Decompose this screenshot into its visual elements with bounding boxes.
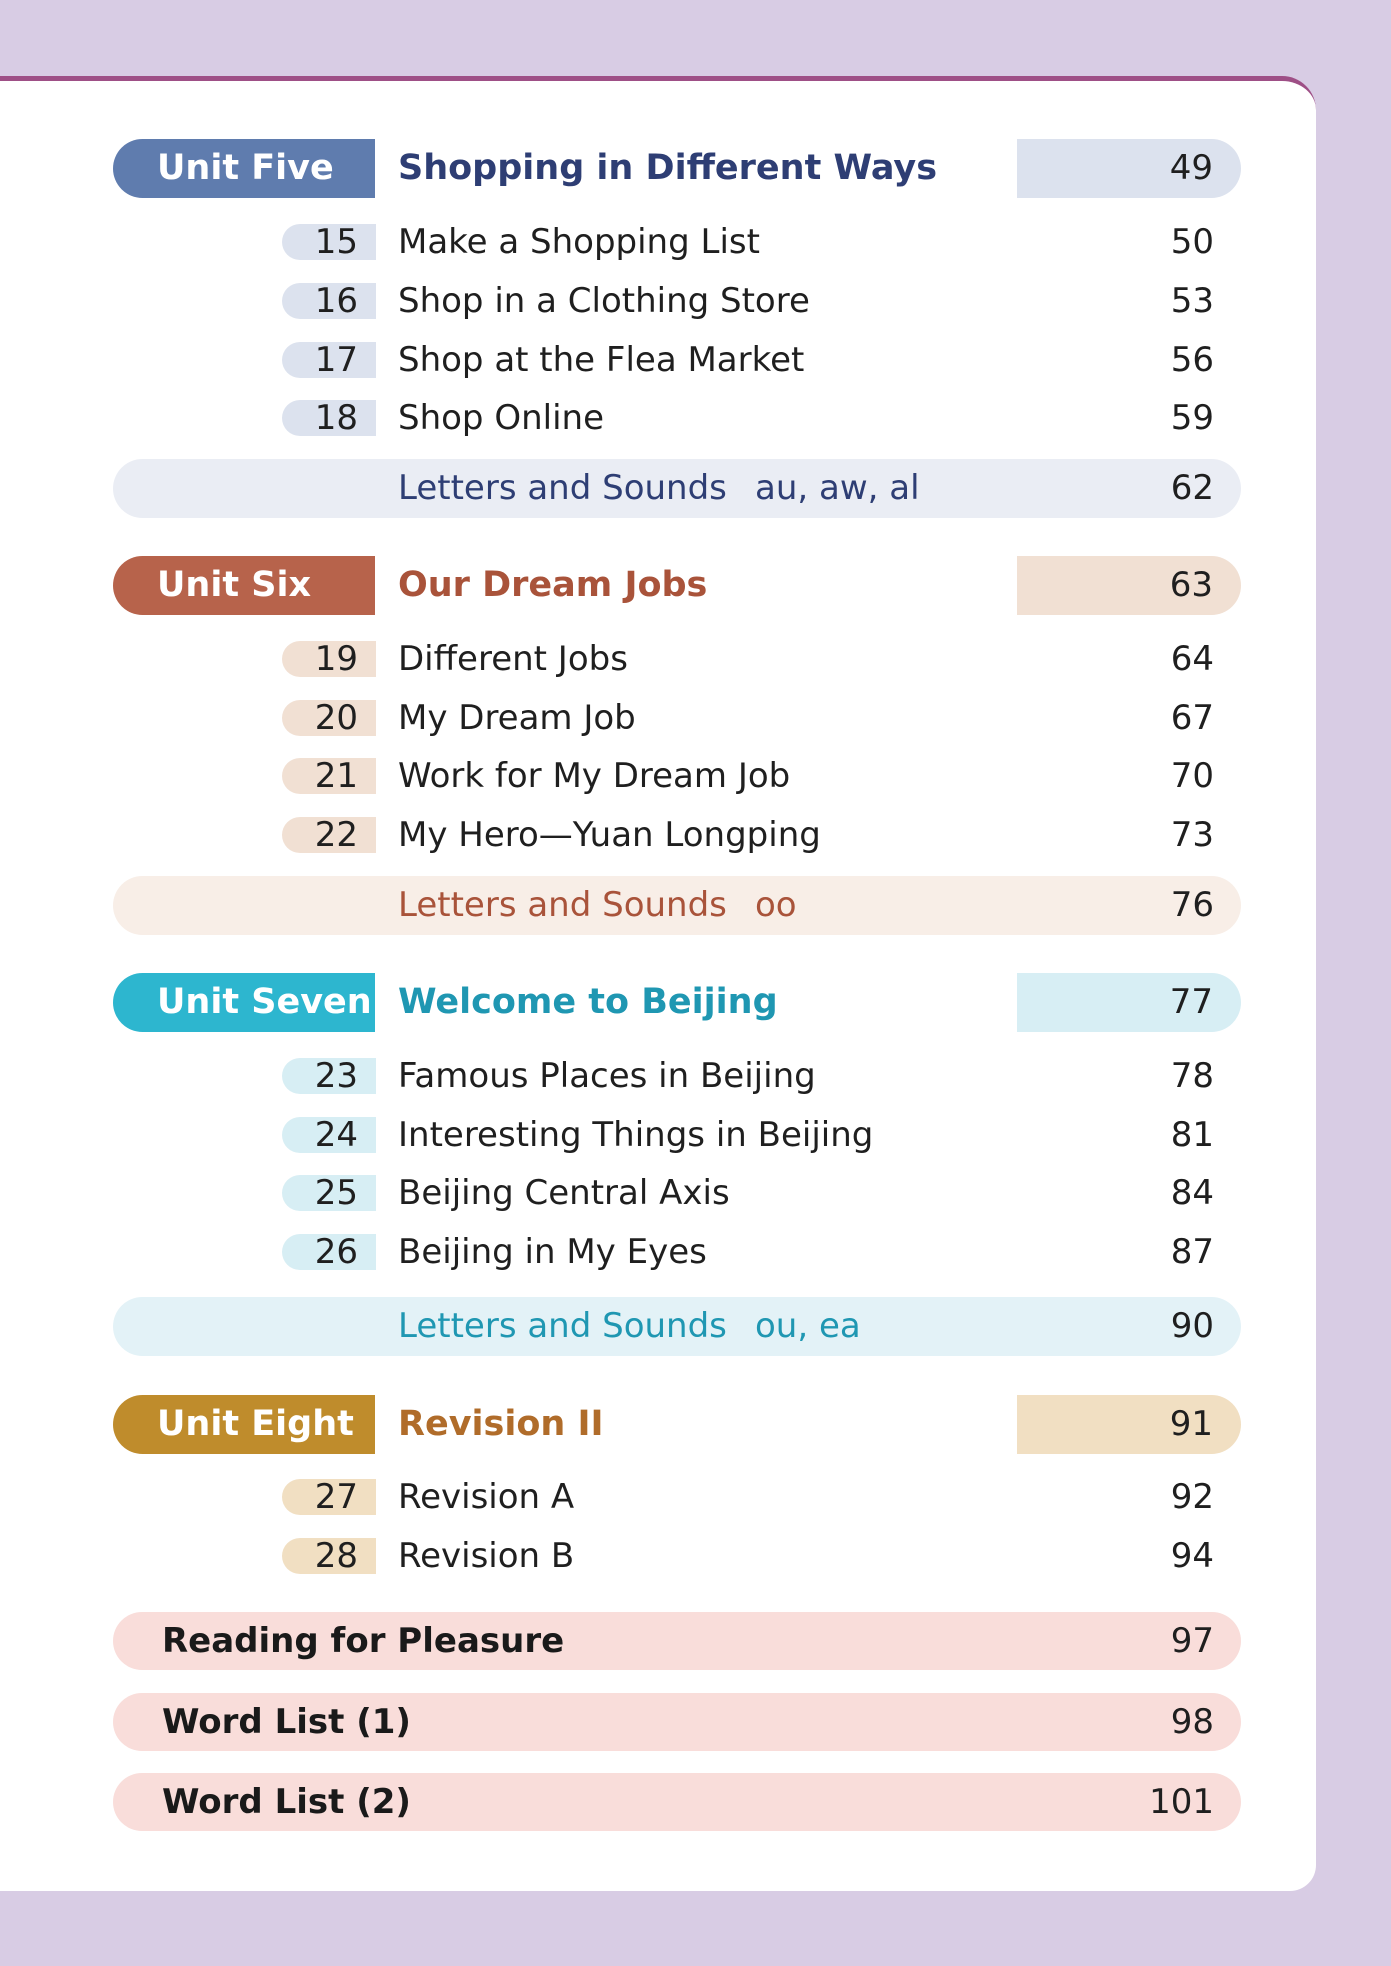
lesson-title: Beijing Central Axis <box>398 1173 730 1213</box>
lesson-title: Different Jobs <box>398 639 628 679</box>
lesson-number: 18 <box>282 400 376 436</box>
lesson-title: Shop in a Clothing Store <box>398 281 810 321</box>
lesson-page: 53 <box>1170 281 1214 321</box>
lesson-page: 94 <box>1170 1536 1214 1576</box>
unit-title: Welcome to Beijing <box>398 982 778 1022</box>
lesson-page: 81 <box>1170 1115 1214 1155</box>
lesson-number: 24 <box>282 1117 376 1153</box>
lesson-title: Shop at the Flea Market <box>398 340 805 380</box>
lesson-page: 87 <box>1170 1232 1214 1272</box>
lesson-number: 28 <box>282 1538 376 1574</box>
letters-sounds-sounds: oo <box>755 885 797 925</box>
lesson-title: Shop Online <box>398 398 604 438</box>
lesson-title: Interesting Things in Beijing <box>398 1115 874 1155</box>
lesson-page: 56 <box>1170 340 1214 380</box>
unit-label: Unit Eight <box>113 1395 375 1454</box>
letters-sounds-page: 62 <box>1170 468 1214 508</box>
unit-label: Unit Five <box>113 139 375 198</box>
lesson-page: 73 <box>1170 815 1214 855</box>
lesson-title: My Hero—Yuan Longping <box>398 815 821 855</box>
lesson-number: 17 <box>282 342 376 378</box>
lesson-page: 67 <box>1170 698 1214 738</box>
lesson-title: My Dream Job <box>398 698 636 738</box>
back-matter-title: Reading for Pleasure <box>162 1621 565 1661</box>
back-matter-page: 98 <box>1170 1702 1214 1742</box>
back-matter-page: 101 <box>1149 1782 1214 1822</box>
lesson-number: 22 <box>282 817 376 853</box>
lesson-page: 59 <box>1170 398 1214 438</box>
unit-title: Revision II <box>398 1404 604 1444</box>
lesson-number: 26 <box>282 1234 376 1270</box>
letters-sounds-page: 90 <box>1170 1306 1214 1346</box>
lesson-page: 70 <box>1170 756 1214 796</box>
lesson-number: 19 <box>282 641 376 677</box>
unit-page: 49 <box>1017 139 1241 198</box>
letters-sounds-label: Letters and Sounds <box>398 468 727 508</box>
back-matter-title: Word List (1) <box>162 1702 411 1742</box>
lesson-number: 15 <box>282 224 376 260</box>
unit-page: 63 <box>1017 556 1241 615</box>
lesson-number: 27 <box>282 1479 376 1515</box>
letters-sounds-label: Letters and Sounds <box>398 1306 727 1346</box>
unit-title: Our Dream Jobs <box>398 565 708 605</box>
unit-label: Unit Six <box>113 556 375 615</box>
lesson-page: 78 <box>1170 1056 1214 1096</box>
letters-sounds-label: Letters and Sounds <box>398 885 727 925</box>
back-matter-title: Word List (2) <box>162 1782 411 1822</box>
letters-sounds-sounds: au, aw, al <box>755 468 920 508</box>
unit-page: 91 <box>1017 1395 1241 1454</box>
lesson-page: 64 <box>1170 639 1214 679</box>
lesson-number: 16 <box>282 283 376 319</box>
unit-title: Shopping in Different Ways <box>398 148 938 188</box>
lesson-number: 23 <box>282 1058 376 1094</box>
letters-sounds-sounds: ou, ea <box>755 1306 861 1346</box>
lesson-number: 25 <box>282 1175 376 1211</box>
unit-label: Unit Seven <box>113 973 375 1032</box>
lesson-page: 84 <box>1170 1173 1214 1213</box>
lesson-title: Revision B <box>398 1536 575 1576</box>
lesson-number: 20 <box>282 700 376 736</box>
lesson-page: 92 <box>1170 1477 1214 1517</box>
lesson-title: Revision A <box>398 1477 575 1517</box>
lesson-number: 21 <box>282 758 376 794</box>
lesson-title: Work for My Dream Job <box>398 756 791 796</box>
back-matter-page: 97 <box>1170 1621 1214 1661</box>
lesson-title: Beijing in My Eyes <box>398 1232 707 1272</box>
unit-page: 77 <box>1017 973 1241 1032</box>
lesson-page: 50 <box>1170 222 1214 262</box>
lesson-title: Make a Shopping List <box>398 222 760 262</box>
lesson-title: Famous Places in Beijing <box>398 1056 816 1096</box>
letters-sounds-page: 76 <box>1170 885 1214 925</box>
